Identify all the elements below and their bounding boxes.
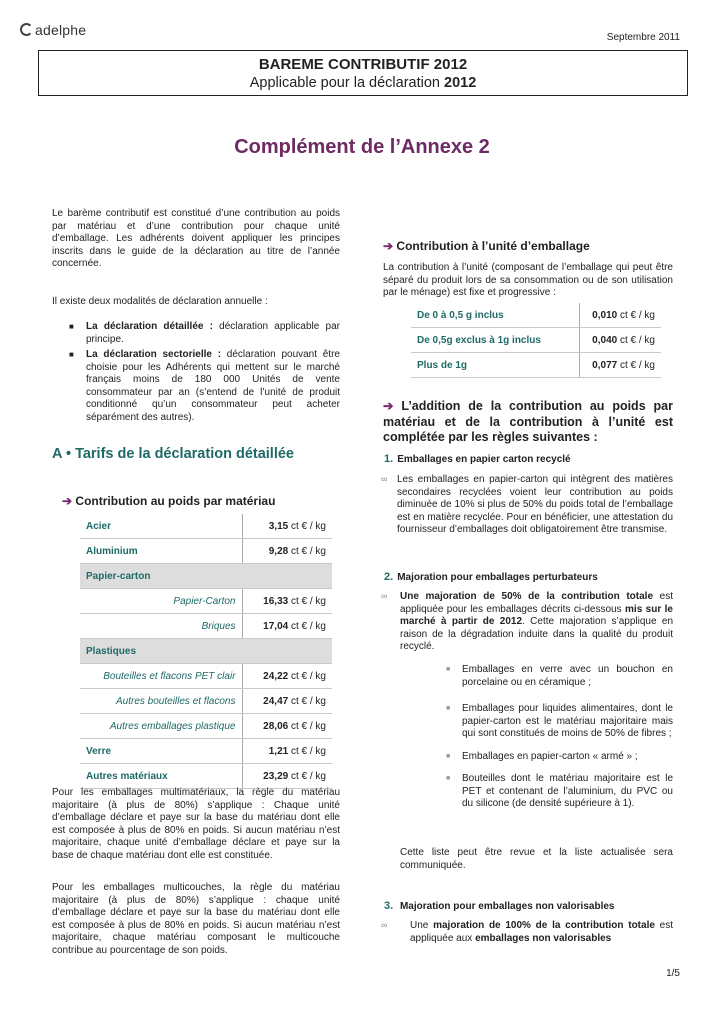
material-rate: [242, 639, 332, 664]
material-rate: [242, 564, 332, 589]
item-2-note: Cette liste peut être revue et la liste actualisée sera communiquée.: [400, 847, 673, 871]
list-item: [446, 773, 673, 811]
infinity-bullet-icon: ∞: [381, 920, 388, 930]
section-a-title: A • Tarifs de la déclaration détaillée: [52, 446, 294, 462]
arrow-right-icon: ➔: [62, 494, 73, 508]
intro-paragraph: Le barème contributif est constitué d’une contribution au poids par matériau et d’une contribution pour chaque unité d’emballage. Les adhérents doivent appliquer les principes inscrits dans le guide de la déclaration au titre de l’année concernée.: [52, 208, 340, 269]
rate-unit: ct € / kg: [288, 770, 326, 782]
list-item-text: Bouteilles dont le matériau majoritaire est le PET et contenant de l’aluminium, du PVC ou du silicone (de densité supérieure à 1).: [462, 773, 673, 809]
table-row: [80, 564, 332, 589]
list-item: [52, 349, 340, 424]
rate-value: 24,22: [263, 670, 289, 682]
table-row: [80, 614, 332, 639]
material-name: Autres bouteilles et flacons: [80, 689, 242, 714]
square-bullet-icon: ■: [446, 752, 451, 760]
multimateriaux-paragraph: Pour les emballages multimatériaux, la règle du matériau majoritaire (à plus de 80%) s’applique : Chaque unité d’emballage déclare et paye sur la base du matériau dont elle est composée à plus de 80% en poids. Si aucun matériau n’est majoritaire, chaque unité d’emballage déclare et paye sur la base de chaque matériau dont elle est constituée.: [52, 787, 340, 861]
rate-value: 3,15: [268, 520, 289, 532]
material-rate: [242, 664, 332, 689]
material-name: Bouteilles et flacons PET clair: [80, 664, 242, 689]
item-2-text-1: est appliquée pour les emballages décrits ci-dessous: [400, 591, 673, 615]
rate-unit: ct € / kg: [288, 620, 326, 632]
material-name: Autres emballages plastique: [80, 714, 242, 739]
item-2-bold-1: Une majoration de 50% de la contribution totale: [400, 591, 654, 602]
rate-value: 23,29: [263, 770, 289, 782]
item-3-bold-1: majoration de 100% de la contribution totale: [433, 920, 655, 931]
item-3-title-text: Majoration pour emballages non valorisables: [399, 901, 615, 912]
table-row: [80, 539, 332, 564]
modalites-paragraph: Il existe deux modalités de déclaration annuelle :: [52, 296, 268, 307]
table-row: [80, 664, 332, 689]
material-name: Papier-carton: [80, 564, 242, 589]
perturbateurs-list: [446, 664, 673, 821]
list-item-text: Emballages pour liquides alimentaires, dont le papier-carton est le matériau majoritaire mais qui sont constitués de moins de 50% de fibres ;: [462, 703, 673, 739]
bullet-text: déclaration applicable par principe.: [86, 321, 340, 345]
item-1-title: [384, 453, 571, 465]
item-3-text-1: Une: [410, 920, 434, 931]
material-rate: [242, 539, 332, 564]
material-name: Briques: [80, 614, 242, 639]
table-row: [80, 514, 332, 539]
item-1-text: Les emballages en papier-carton qui intègrent des matières secondaires recyclées voient leur contribution au poids diminuée de 10% si plus de 50% du poids total de l’emballage est en matière recyclée. Pour en bénéficier, une attestation du fournisseur d’emballages doit obligatoirement être transmise.: [397, 474, 673, 535]
rate-unit: ct € / kg: [288, 520, 326, 532]
table-row: [80, 714, 332, 739]
unite-title-text: Contribution à l’unité d’emballage: [396, 239, 590, 253]
document-date: Septembre 2011: [606, 32, 680, 43]
item-2-number: 2.: [384, 571, 394, 583]
poids-title-text: Contribution au poids par matériau: [75, 494, 276, 508]
square-bullet-icon: ■: [446, 705, 451, 712]
item-3-number: 3.: [384, 900, 394, 912]
item-2-title: [384, 571, 598, 583]
material-rate: [242, 714, 332, 739]
unit-weight-range: De 0,5g exclus à 1g inclus: [411, 328, 579, 353]
unit-weight-range: Plus de 1g: [411, 353, 579, 378]
square-bullet-icon: ■: [69, 350, 74, 359]
list-item: [446, 703, 673, 741]
square-bullet-icon: ■: [446, 666, 451, 673]
rate-value: 9,28: [268, 545, 289, 557]
table-row: [80, 589, 332, 614]
title-line-2-year: 2012: [444, 75, 477, 91]
rate-unit: ct € / kg: [288, 720, 326, 732]
table-row: [80, 764, 332, 789]
title-line-1: BAREME CONTRIBUTIF 2012: [258, 56, 468, 73]
material-name: Papier-Carton: [80, 589, 242, 614]
rate-value: 24,47: [263, 695, 289, 707]
rate-value: 0,010: [592, 309, 618, 321]
material-rate: [242, 739, 332, 764]
item-3-title: [384, 900, 614, 912]
bullet-text: déclaration pouvant être choisie pour les Adhérents qui mettent sur le marché français moins de 180 000 Unités de vente consommateur par an (s’entend de l’unité de produit conditionné qu’un consommateur peut acheter séparément des autres).: [86, 349, 340, 423]
addition-title: [383, 399, 673, 446]
bullet-bold: La déclaration sectorielle :: [86, 349, 222, 360]
table-row: [80, 639, 332, 664]
unite-rates-table: [411, 303, 661, 378]
table-row: [411, 328, 661, 353]
material-rate: [242, 514, 332, 539]
logo-mark-icon: [20, 23, 33, 36]
unite-paragraph: La contribution à l’unité (composant de l’emballage qui peut être séparé du produit lors de sa consommation ou de son utilisation par le ménage) est fixe et progressive :: [383, 262, 673, 298]
table-row: [411, 303, 661, 328]
declaration-list: [52, 321, 340, 427]
arrow-right-icon: ➔: [383, 239, 394, 253]
material-name: Aluminium: [80, 539, 242, 564]
rate-unit: ct € / kg: [288, 545, 326, 557]
list-item-text: Emballages en verre avec un bouchon en porcelaine ou en céramique ;: [462, 664, 673, 688]
item-2-bold-2: mis sur le marché à partir de 2012: [400, 603, 673, 627]
rate-value: 1,21: [268, 745, 289, 757]
material-rate: [242, 589, 332, 614]
list-item: [52, 321, 340, 346]
title-box: [38, 50, 688, 96]
rate-value: 17,04: [263, 620, 289, 632]
item-3-text-2: est appliquée aux: [410, 920, 673, 944]
rate-value: 16,33: [263, 595, 289, 607]
rate-value: 0,040: [592, 334, 618, 346]
logo-text: adelphe: [35, 22, 87, 38]
unit-rate: [579, 353, 661, 378]
table-row: [80, 689, 332, 714]
item-3-text: [383, 920, 673, 945]
item-3-bold-2: emballages non valorisables: [475, 932, 612, 944]
rates-table: [80, 514, 332, 789]
page-title: Complément de l’Annexe 2: [234, 136, 490, 158]
list-item: [446, 751, 673, 764]
multicouches-paragraph: Pour les emballages multicouches, la règle du matériau majoritaire (à plus de 80%) s’applique : chaque unité d’emballage déclare et paye sur la base du matériau dont elle est composée à plus de 80% en poids. Si aucun matériau n’est majoritaire, chaque matériau composant le multicouche contribue au pourcentage de son poids.: [52, 882, 340, 956]
item-2-text: [383, 591, 673, 654]
addition-title-text: L’addition de la contribution au poids par matériau et de la contribution à l’unité est complétée par les règles suivantes :: [383, 399, 673, 444]
material-name: Acier: [80, 514, 242, 539]
rate-unit: ct € / kg: [288, 745, 326, 757]
title-line-2: [39, 75, 687, 91]
unit-rate: [579, 328, 661, 353]
item-3-block: [383, 920, 673, 945]
table-row: [80, 739, 332, 764]
square-bullet-icon: ■: [69, 322, 74, 331]
material-name: Autres matériaux: [80, 764, 242, 789]
item-1-block: [383, 474, 673, 537]
material-rate: [242, 689, 332, 714]
material-name: Plastiques: [80, 639, 242, 664]
material-name: Verre: [80, 739, 242, 764]
table-row: [411, 353, 661, 378]
item-2-text-2: . Cette majoration s’applique en raison de la dégradation induite dans la qualité du produit recyclé.: [400, 616, 673, 652]
list-item: [446, 664, 673, 689]
item-2-block: [383, 591, 673, 654]
page-number: 1/5: [666, 968, 680, 979]
adelphe-logo: [20, 22, 86, 38]
rate-value: 28,06: [263, 720, 289, 732]
unit-rate: [579, 303, 661, 328]
infinity-bullet-icon: ∞: [381, 474, 388, 484]
rate-unit: ct € / kg: [288, 595, 326, 607]
rate-value: 0,077: [592, 359, 618, 371]
square-bullet-icon: ■: [446, 775, 451, 782]
rate-unit: ct € / kg: [288, 670, 326, 682]
item-1-title-text: Emballages en papier carton recyclé: [397, 454, 571, 465]
material-rate: [242, 764, 332, 789]
infinity-bullet-icon: ∞: [381, 591, 388, 601]
unit-weight-range: De 0 à 0,5 g inclus: [411, 303, 579, 328]
rate-unit: ct € / kg: [617, 309, 655, 321]
rate-unit: ct € / kg: [617, 359, 655, 371]
material-rate: [242, 614, 332, 639]
rate-unit: ct € / kg: [288, 695, 326, 707]
arrow-right-icon: ➔: [383, 399, 394, 413]
bullet-bold: La déclaration détaillée :: [86, 321, 213, 332]
unite-title: [383, 239, 590, 253]
rate-unit: ct € / kg: [617, 334, 655, 346]
item-2-title-text: Majoration pour emballages perturbateurs: [397, 572, 598, 583]
list-item-text: Emballages en papier-carton « armé » ;: [462, 750, 638, 762]
poids-title: [62, 494, 275, 508]
item-1-number: 1.: [384, 453, 394, 465]
title-line-2-text: Applicable pour la déclaration: [249, 75, 444, 91]
